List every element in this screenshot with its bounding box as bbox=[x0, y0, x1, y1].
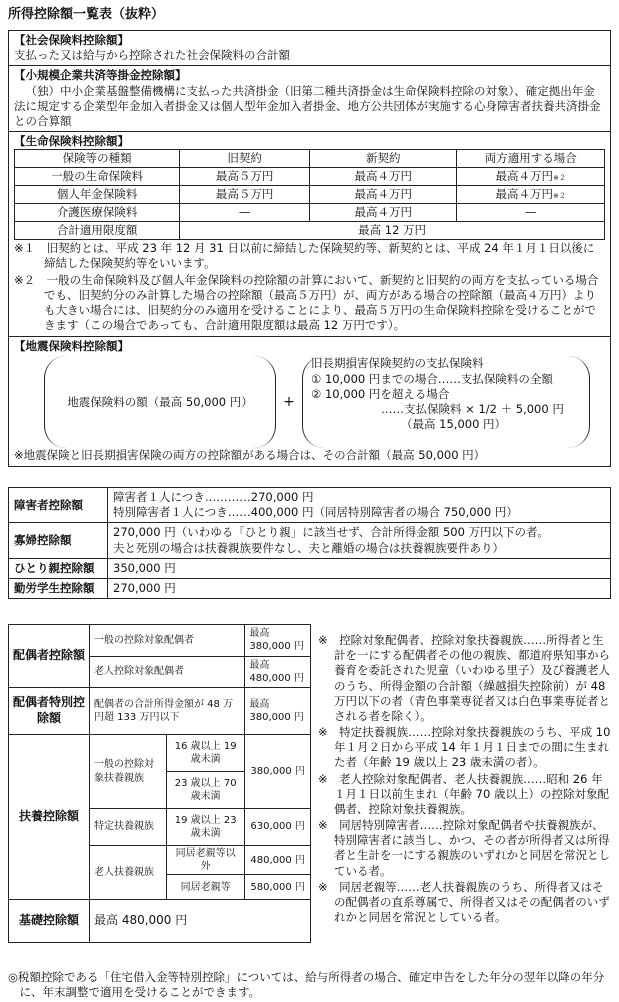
spouse-value: 最高 380,000 円 bbox=[245, 625, 311, 657]
widow-value bbox=[108, 523, 611, 558]
disabled-line: 特別障害者１人につき……400,000 円（同居特別障害者の場合 750,000 円） bbox=[113, 505, 518, 520]
life-cell: — bbox=[457, 204, 605, 222]
note-mark: ※２ bbox=[553, 192, 566, 201]
spouse-label: 配偶者控除額 bbox=[9, 625, 90, 688]
table-row bbox=[15, 222, 605, 240]
dep-value: 580,000 円 bbox=[245, 875, 311, 900]
life-cell: 最高４万円 bbox=[309, 168, 457, 186]
basic-label: 基礎控除額 bbox=[9, 900, 90, 943]
table-row bbox=[9, 488, 611, 523]
right-note: ※ 控除対象配偶者、控除対象扶養親族……所得者と生計を一にする配偶者その他の親族、都道府県知事から養育を委託された児童（いわゆる里子）及び養護老人のうち、所得金額の合計額（繰越損失控除前）が 48 万円以下の者（青色事業専従者又は白色事業専従者とされる者を除く）。 bbox=[318, 633, 610, 723]
social-text: 支払った又は給与から控除された社会保険料の合計額 bbox=[14, 48, 290, 63]
dep-value: 380,000 円 bbox=[245, 735, 311, 809]
right-note: ※ 同居老親等……老人扶養親族のうち、所得者又はその配偶者の直系尊属で、所得者又はその配偶者のいずれかと同居を常況としている者。 bbox=[318, 879, 610, 925]
dep-age: 16 歳以上 19 歳未満 bbox=[167, 735, 245, 772]
right-note: ※ 老人控除対象配偶者、老人扶養親族……昭和 26 年１月１日以前生まれ（年齢 70 歳以上）の控除対象配偶者、控除対象扶養親族。 bbox=[318, 771, 609, 816]
table-row bbox=[9, 625, 311, 657]
dep-value: 630,000 円 bbox=[245, 809, 311, 846]
small-text: （独）中小企業基盤整備機構に支払った共済掛金（旧第二種共済掛金は生命保険料控除の対象）、確定拠出年金法に規定する企業型年金加入者掛金又は個人型年金加入者掛金、地方公共団体が実施する心身障害者扶養共済掛金との合算額 bbox=[14, 83, 601, 128]
social-head: 【社会保険料控除額】 bbox=[14, 33, 129, 47]
life-cell: 個人年金保険料 bbox=[15, 186, 180, 204]
life-table bbox=[14, 149, 605, 240]
quake-left-text: 地震保険料の額（最高 50,000 円） bbox=[67, 394, 253, 409]
spouse-row: 老人控除対象配偶者 bbox=[90, 656, 245, 688]
bottom-table bbox=[8, 624, 311, 943]
table-row bbox=[15, 186, 605, 204]
right-notes bbox=[318, 633, 612, 926]
dep-general: 一般の控除対象扶養親族 bbox=[90, 735, 167, 809]
life-cell: — bbox=[180, 204, 310, 222]
life-cell: 一般の生命保険料 bbox=[15, 168, 180, 186]
quake-right-line: （最高 15,000 円） bbox=[401, 417, 507, 432]
table-row bbox=[9, 523, 611, 558]
life-cell-value: 最高４万円 bbox=[495, 187, 554, 202]
life-note-1: ※１ 旧契約とは、平成 23 年 12 月 31 日以前に締結した保険契約等、新契約とは、平成 24 年１月１日以後に締結した保険契約等をいいます。 bbox=[14, 241, 595, 271]
table-row bbox=[9, 578, 611, 598]
mid-table bbox=[8, 487, 611, 599]
top-box bbox=[8, 30, 611, 467]
right-note: ※ 特定扶養親族……控除対象扶養親族のうち、平成 10 年１月２日から平成 14 年１月１日までの間に生まれた者（年齢 19 歳以上 23 歳未満の者）。 bbox=[318, 725, 611, 770]
quake-note: ※地震保険と旧長期損害保険の両方の控除額がある場合は、その合計額（最高 50,000 円） bbox=[14, 448, 486, 463]
life-insurance-section bbox=[9, 132, 610, 337]
small-business-section bbox=[9, 66, 610, 132]
disabled-label: 障害者控除額 bbox=[9, 488, 108, 523]
social-insurance-section bbox=[9, 31, 610, 66]
spouse-row: 一般の控除対象配偶者 bbox=[90, 625, 245, 657]
single-parent-label: ひとり親控除額 bbox=[9, 558, 108, 578]
life-cell bbox=[457, 168, 605, 186]
special-spouse-label: 配偶者特別控除額 bbox=[9, 688, 90, 735]
basic-value: 最高 480,000 円 bbox=[90, 900, 311, 943]
dep-elder: 老人扶養親族 bbox=[90, 846, 167, 900]
life-col-old: 旧契約 bbox=[180, 150, 310, 168]
table-row bbox=[9, 735, 311, 772]
special-spouse-value: 最高 380,000 円 bbox=[245, 688, 311, 735]
dep-elder-other: 同居老親等以外 bbox=[167, 846, 245, 875]
dep-special: 特定扶養親族 bbox=[90, 809, 167, 846]
dependent-label: 扶養控除額 bbox=[9, 735, 90, 900]
student-value: 270,000 円 bbox=[108, 578, 611, 598]
right-note: ※ 同居特別障害者……控除対象配偶者や扶養親族が、特別障害者に該当し、かつ、その者が所得者又は所得者と生計を一にする親族のいずれかと同居を常況としている者。 bbox=[318, 818, 610, 878]
dep-age: 19 歳以上 23 歳未満 bbox=[167, 809, 245, 846]
table-row bbox=[9, 688, 311, 735]
quake-formula bbox=[14, 356, 605, 448]
life-cell: 最高５万円 bbox=[180, 186, 310, 204]
special-spouse-desc: 配偶者の合計所得金額が 48 万円超 133 万円以下 bbox=[90, 688, 245, 735]
quake-right-line: ……支払保険料 × 1/2 ＋ 5,000 円 bbox=[381, 401, 564, 416]
quake-right bbox=[302, 356, 590, 448]
table-row bbox=[9, 900, 311, 943]
life-cell: 最高５万円 bbox=[180, 168, 310, 186]
dep-elder-live: 同居老親等 bbox=[167, 875, 245, 900]
disabled-line: 障害者１人につき…………270,000 円 bbox=[113, 490, 314, 504]
dep-age: 23 歳以上 70 歳未満 bbox=[167, 772, 245, 809]
widow-line: 夫と死別の場合は扶養親族要件なし、夫と離婚の場合は扶養親族要件あり） bbox=[113, 540, 504, 555]
table-row bbox=[9, 558, 611, 578]
note-mark: ※２ bbox=[553, 174, 566, 183]
quake-right-line: ② 10,000 円を超える場合 bbox=[311, 386, 450, 401]
life-col-new: 新契約 bbox=[309, 150, 457, 168]
quake-head: 【地震保険料控除額】 bbox=[14, 339, 129, 354]
life-note-2: ※２ 一般の生命保険料及び個人年金保険料の控除額の計算において、新契約と旧契約の両方を支払っている場合でも、旧契約分のみ計算した場合の控除額（最高５万円）が、両方がある場合の控除額（最高４万円）よりも大きい場合には、旧契約分のみ適用を受けることにより、最高５万円の生命保険料控除を受けることができます（この場合であっても、合計適用限度額は最高 12 万円です）。 bbox=[14, 272, 599, 333]
life-cell-value: 最高４万円 bbox=[495, 169, 554, 184]
life-limit-value: 最高 12 万円 bbox=[180, 222, 605, 240]
quake-plus: + bbox=[283, 394, 295, 411]
quake-left bbox=[44, 356, 276, 448]
life-cell: 最高４万円 bbox=[309, 204, 457, 222]
life-col-type: 保険等の種類 bbox=[15, 150, 180, 168]
footer-note: ◎税額控除である「住宅借入金等特別控除」については、給与所得者の場合、確定申告をした年分の翌年以降の年分に、年末調整で適用を受けることができます。 bbox=[8, 970, 605, 1000]
dep-value: 480,000 円 bbox=[245, 846, 311, 875]
quake-right-line: 旧長期損害保険契約の支払保険料 bbox=[311, 356, 484, 371]
earthquake-section bbox=[9, 337, 610, 465]
single-parent-value: 350,000 円 bbox=[108, 558, 611, 578]
table-row bbox=[15, 168, 605, 186]
spouse-value: 最高 480,000 円 bbox=[245, 656, 311, 688]
student-label: 勤労学生控除額 bbox=[9, 578, 108, 598]
life-cell: 介護医療保険料 bbox=[15, 204, 180, 222]
widow-line: 270,000 円（いわゆる「ひとり親」に該当せず、合計所得金額 500 万円以下の者。 bbox=[113, 525, 550, 540]
life-cell: 最高４万円 bbox=[309, 186, 457, 204]
life-col-both: 両方適用する場合 bbox=[457, 150, 605, 168]
widow-label: 寡婦控除額 bbox=[9, 523, 108, 558]
table-row bbox=[15, 204, 605, 222]
page-title: 所得控除額一覧表（抜粋） bbox=[8, 7, 165, 22]
disabled-value bbox=[108, 488, 611, 523]
small-head: 【小規模企業共済等掛金控除額】 bbox=[14, 68, 187, 83]
quake-right-line: ① 10,000 円までの場合……支払保険料の全額 bbox=[311, 371, 553, 386]
life-limit-label: 合計適用限度額 bbox=[15, 222, 180, 240]
life-head: 【生命保険料控除額】 bbox=[14, 134, 129, 149]
life-cell bbox=[457, 186, 605, 204]
